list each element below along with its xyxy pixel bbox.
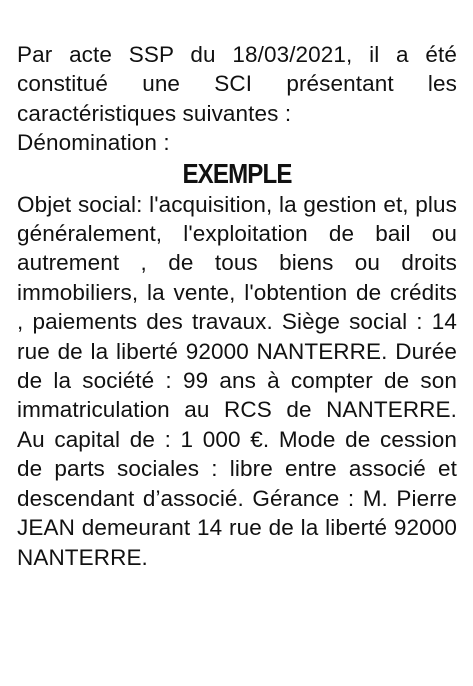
denomination-label: Dénomination : — [17, 130, 170, 156]
notice-body: Objet social: l'acquisition, la gestion et, plus généralement, l'exploitation de bail ou autrement , de tous biens ou droits immobiliers, la vente, l'obtention de crédits , paiements des travaux. Siège social : 14 rue de la liberté 92000 NANTERRE. Durée de la société : 99 ans à compter de son immatriculation au RCS de NANTERRE. Au capital de : 1 000 €. Mode de cession de parts sociales : libre entre associé et descendant d’associé. Gérance : M. Pierre JEAN demeurant 14 rue de la liberté 92000 NANTERRE. — [17, 191, 457, 570]
legal-notice — [17, 40, 457, 572]
notice-intro: Par acte SSP du 18/03/2021, il a été constitué une SCI présentant les caractéristiques suivantes : — [17, 42, 457, 126]
company-name: EXEMPLE — [182, 157, 292, 189]
